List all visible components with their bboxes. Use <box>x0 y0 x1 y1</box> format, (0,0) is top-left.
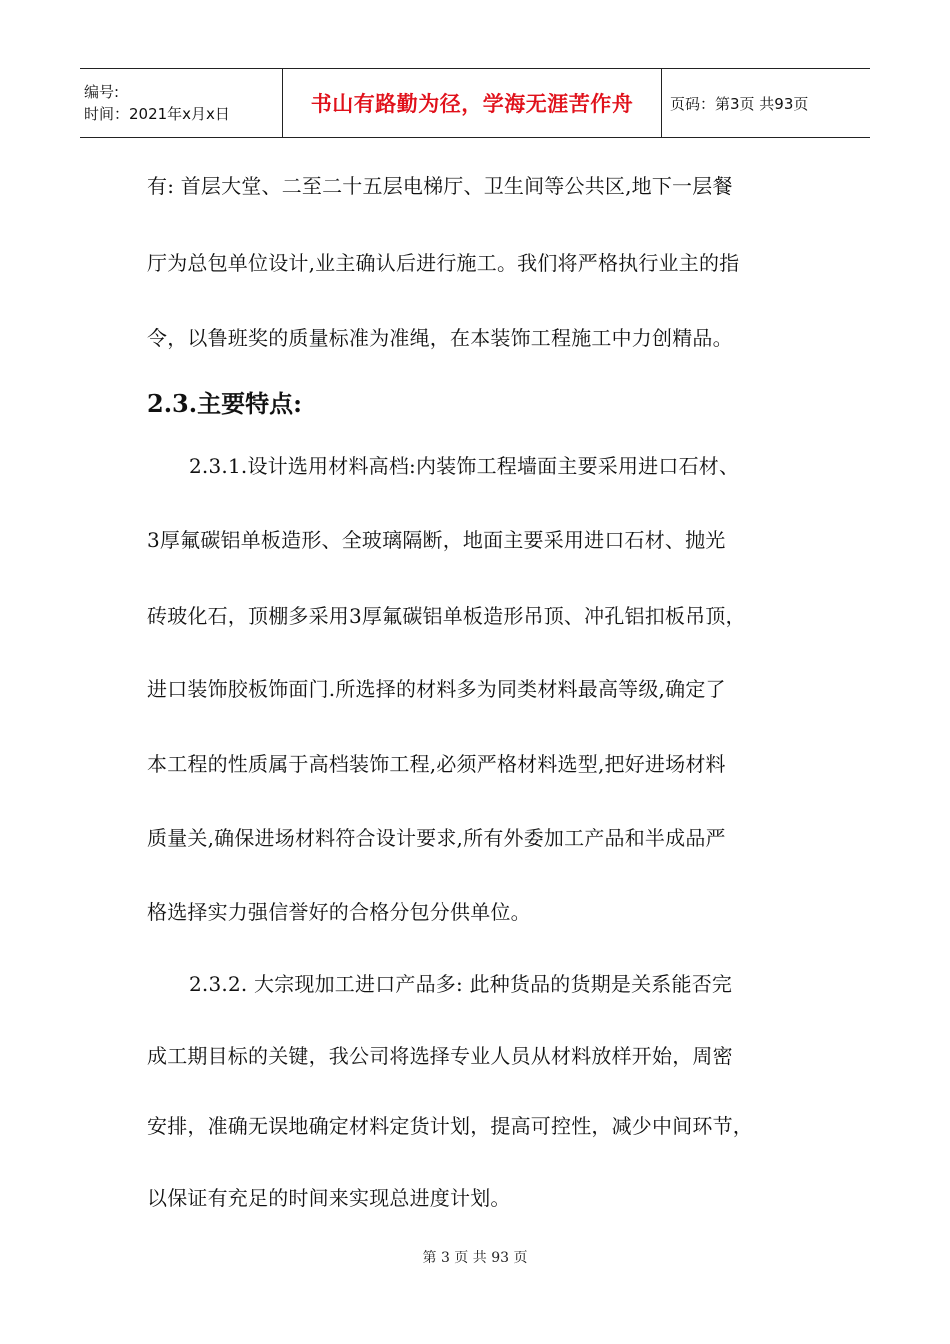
header-page-info: 页码：第3页 共93页 <box>670 94 809 113</box>
page-header <box>80 68 870 138</box>
body-text-line: 成工期目标的关键，我公司将选择专业人员从材料放样开始，周密 <box>147 1044 733 1068</box>
body-text-line: 砖玻化石，顶棚多采用3厚氟碳铝单板造形吊顶、冲孔铝扣板吊顶， <box>147 604 746 628</box>
body-text-line: 本工程的性质属于高档装饰工程,必须严格材料选型,把好进场材料 <box>147 752 726 776</box>
body-text-line: 2.3.1.设计选用材料高档:内装饰工程墙面主要采用进口石材、 <box>189 454 740 478</box>
header-motto: 书山有路勤为径，学海无涯苦作舟 <box>310 92 634 116</box>
page-footer: 第 3 页 共 93 页 <box>422 1250 528 1266</box>
header-page-cell <box>662 69 870 137</box>
body-text-line: 令，以鲁班奖的质量标准为准绳，在本装饰工程施工中力创精品。 <box>147 326 733 350</box>
header-motto-cell <box>283 69 662 137</box>
body-text-line: 安排，准确无误地确定材料定货计划，提高可控性，减少中间环节， <box>147 1114 753 1138</box>
document-date: 时间：2021年x月x日 <box>84 105 230 123</box>
body-text-line: 3厚氟碳铝单板造形、全玻璃隔断，地面主要采用进口石材、抛光 <box>147 528 726 552</box>
body-text-line: 有: 首层大堂、二至二十五层电梯厅、卫生间等公共区,地下一层餐 <box>147 174 733 198</box>
section-heading: 2.3.主要特点: <box>147 389 302 418</box>
body-text-line: 进口装饰胶板饰面门.所选择的材料多为同类材料最高等级,确定了 <box>147 677 726 701</box>
body-text-line: 质量关,确保进场材料符合设计要求,所有外委加工产品和半成品严 <box>147 826 726 850</box>
body-text-line: 格选择实力强信誉好的合格分包分供单位。 <box>147 900 531 924</box>
body-text-line: 以保证有充足的时间来实现总进度计划。 <box>147 1186 511 1210</box>
document-number-label: 编号: <box>84 83 120 101</box>
header-meta <box>80 69 283 137</box>
body-text-line: 2.3.2. 大宗现加工进口产品多: 此种货品的货期是关系能否完 <box>189 972 733 996</box>
body-text-line: 厅为总包单位设计,业主确认后进行施工。我们将严格执行业主的指 <box>147 251 740 275</box>
